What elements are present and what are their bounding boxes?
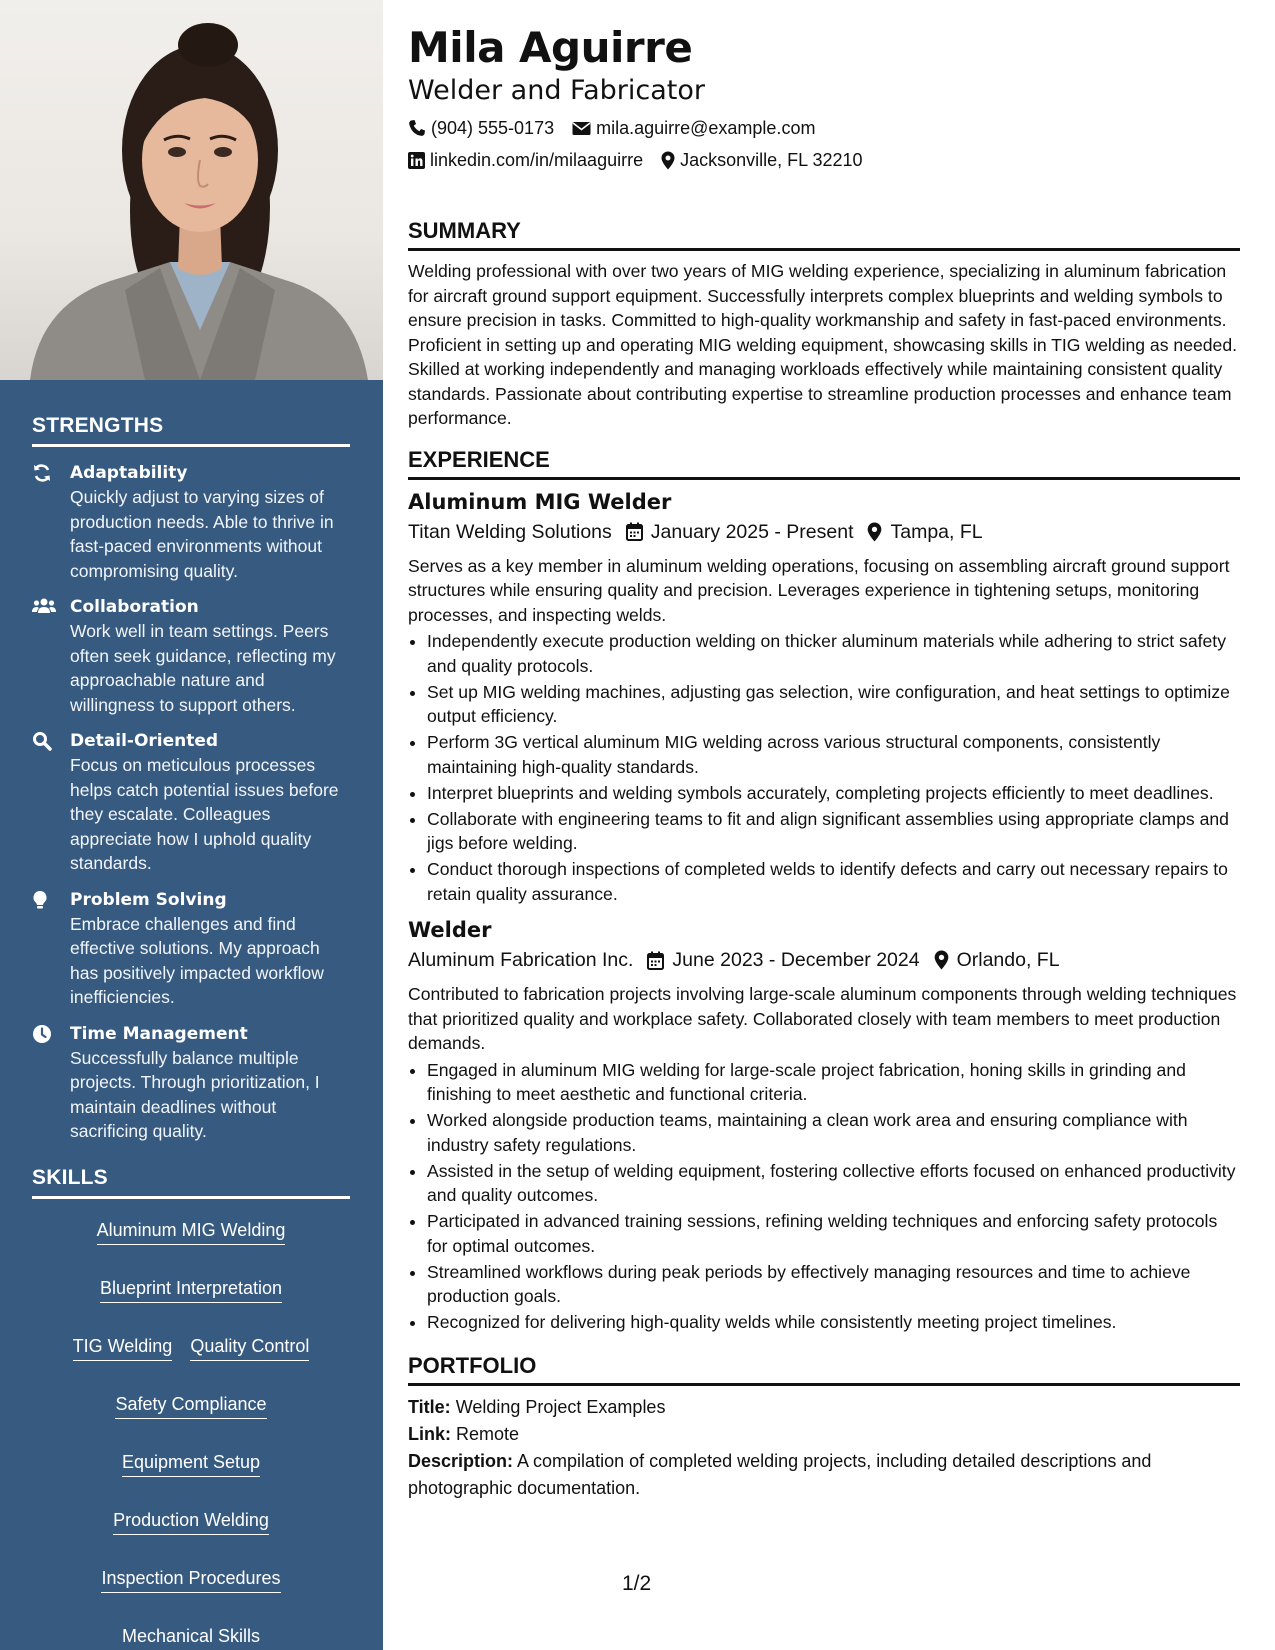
email-contact[interactable] [572,116,815,140]
job-title: Aluminum MIG Welder [408,489,672,514]
location-text: Tampa, FL [890,520,983,543]
location-text: Jacksonville, FL 32210 [680,150,863,170]
search-icon [32,729,70,876]
phone-text: (904) 555-0173 [431,118,555,138]
candidate-name: Mila Aguirre [408,23,693,72]
dates-text: January 2025 - Present [650,520,854,543]
strength-item [32,729,351,876]
skills-heading: SKILLS [32,1166,350,1199]
profile-photo-illustration [0,0,383,380]
phone-contact[interactable] [408,116,554,140]
strength-title: Collaboration [70,597,199,617]
list-item: • Conduct thorough inspections of completed welds to identify defects and carry out necessary repairs to retain quality assurance. [427,857,1240,906]
profile-photo [0,0,383,380]
page-number: 1/2 [622,1572,652,1595]
job-dates [626,518,854,546]
list-item: • Interpret blueprints and welding symbols accurately, completing projects efficiently to meet deadlines. [427,781,1240,806]
location-contact [661,148,862,172]
job-location [934,946,1060,974]
list-item: • Independently execute production welding on thicker aluminum materials while adhering to strict safety and quality protocols. [427,629,1240,678]
job-location [867,518,982,546]
linkedin-contact[interactable] [408,148,643,172]
list-item: • Streamlined workflows during peak periods by effectively managing resources and time to achieve production goals. [427,1260,1240,1309]
dates-text: June 2023 - December 2024 [672,949,920,971]
list-item: • Recognized for delivering high-quality welds while consistently meeting project timelines. [427,1310,1240,1335]
strength-desc: Work well in team settings. Peers often seek guidance, reflecting my approachable nature and willingness to support others. [70,621,336,715]
contact-row [408,148,1240,172]
job-dates [647,946,919,974]
job-entry [408,488,1240,907]
list-item: • Assisted in the setup of welding equipment, fostering collective efforts focused on enhanced productivity and quality outcomes. [427,1159,1240,1208]
portfolio-heading: PORTFOLIO [408,1353,1240,1386]
strength-item [32,888,351,1010]
skill-tag: Equipment Setup [122,1451,260,1477]
map-pin-icon [661,151,675,170]
list-item: • Participated in advanced training sessions, refining welding techniques and enforcing safety protocols for optimal outcomes. [427,1209,1240,1258]
portfolio-link-line [408,1421,1240,1448]
lightbulb-icon [32,888,70,1010]
main-content [408,22,1240,1502]
calendar-icon [647,951,664,970]
job-company [408,518,612,546]
summary-heading: SUMMARY [408,218,1240,251]
strength-title: Problem Solving [70,889,227,910]
job-summary: Contributed to fabrication projects involving large-scale aluminum components through welding techniques that prioritized quality and workplace safety. Collaborated closely with team members to meet production demands. [408,984,1237,1053]
skill-tag: Production Welding [113,1509,269,1535]
portfolio-title-label: Title: [408,1396,451,1417]
strength-title: Detail-Oriented [70,731,219,751]
job-summary: Serves as a key member in aluminum welding operations, focusing on assembling aircraft ground support structures while ensuring quality and precision. Leverages experience in tightening setups, monitoring processes, and inspecting welds. [408,555,1230,625]
skill-tag: Mechanical Skills [122,1625,260,1650]
portfolio-desc-label: Description: [408,1450,514,1471]
strength-desc: Embrace challenges and find effective solutions. My approach has positively impacted workflow inefficiencies. [70,913,324,1007]
clock-icon [32,1022,70,1144]
sidebar [0,0,383,1650]
map-pin-icon [934,950,949,970]
linkedin-text: linkedin.com/in/milaaguirre [430,150,644,170]
linkedin-icon [408,152,425,169]
company-name: Titan Welding Solutions [408,520,612,543]
job-meta [408,946,1240,974]
strength-title: Adaptability [70,463,188,483]
job-bullets [427,629,1240,906]
skill-tag: Safety Compliance [115,1393,266,1419]
users-icon [32,595,70,717]
experience-heading: EXPERIENCE [408,447,1240,480]
contact-row [408,116,1240,140]
job-meta [408,518,1240,546]
list-item: • Collaborate with engineering teams to fit and align significant assemblies using appropriate clamps and jigs before welding. [427,807,1240,856]
strength-item [32,1022,351,1144]
job-bullets [427,1058,1240,1335]
skill-tag: TIG Welding [73,1335,173,1361]
list-item: • Set up MIG welding machines, adjusting gas selection, wire configuration, and heat settings to optimize output efficiency. [427,680,1240,729]
strength-desc: Successfully balance multiple projects. Through prioritization, I maintain deadlines without sacrificing quality. [70,1047,320,1141]
company-name: Aluminum Fabrication Inc. [408,949,634,971]
strength-item [32,461,351,583]
portfolio-title-line [408,1394,1240,1421]
portfolio-title: Welding Project Examples [455,1396,666,1417]
list-item: • Engaged in aluminum MIG welding for large-scale project fabrication, honing skills in grinding and finishing to meet aesthetic and functional criteria. [427,1058,1240,1107]
candidate-role: Welder and Fabricator [408,75,705,106]
phone-icon [408,119,426,137]
skill-tag: Inspection Procedures [101,1567,280,1593]
location-text: Orlando, FL [956,949,1060,971]
calendar-icon [626,522,643,541]
skill-tag: Blueprint Interpretation [100,1277,282,1303]
portfolio-link-label: Link: [408,1423,451,1444]
portfolio-desc-line [408,1448,1240,1502]
strength-desc: Focus on meticulous processes helps catch potential issues before they escalate. Colleagues appreciate how I uphold quality standards. [70,755,339,873]
summary-text: Welding professional with over two years of MIG welding experience, specializing in aluminum fabrication for aircraft ground support equipment. Successfully interprets complex blueprints and welding symbols to ensure precision in tasks. Committed to high-quality workmanship and safety in fast-paced environments. Proficient in setting up and operating MIG welding equipment, showcasing skills in TIG welding as needed. Skilled at working independently and managing workloads effectively while maintaining consistent quality standards. Passionate about contributing expertise to streamline production processes and enhance team performance. [408,261,1238,428]
strength-item [32,595,351,717]
job-company [408,946,633,974]
skills-section [0,1166,383,1650]
envelope-icon [572,121,591,136]
job-entry [408,916,1240,1335]
portfolio-desc: A compilation of completed welding projects, including detailed descriptions and photographic documentation. [408,1450,1152,1498]
strengths-section [0,414,383,1144]
skills-list [32,1215,350,1650]
email-text: mila.aguirre@example.com [596,118,816,138]
portfolio-link[interactable]: Remote [456,1423,520,1444]
map-pin-icon [867,522,882,542]
list-item: • Worked alongside production teams, maintaining a clean work area and ensuring compliance with industry safety regulations. [427,1108,1240,1157]
job-title: Welder [408,918,492,942]
list-item: • Perform 3G vertical aluminum MIG welding across various structural components, consistently maintaining high-quality standards. [427,730,1240,779]
strengths-heading: STRENGTHS [32,414,350,447]
skill-tag: Aluminum MIG Welding [97,1219,286,1245]
strength-title: Time Management [70,1023,248,1044]
refresh-icon [32,461,70,583]
strength-desc: Quickly adjust to varying sizes of production needs. Able to thrive in fast-paced environments without compromising quality. [70,487,334,581]
skill-tag: Quality Control [190,1335,309,1361]
